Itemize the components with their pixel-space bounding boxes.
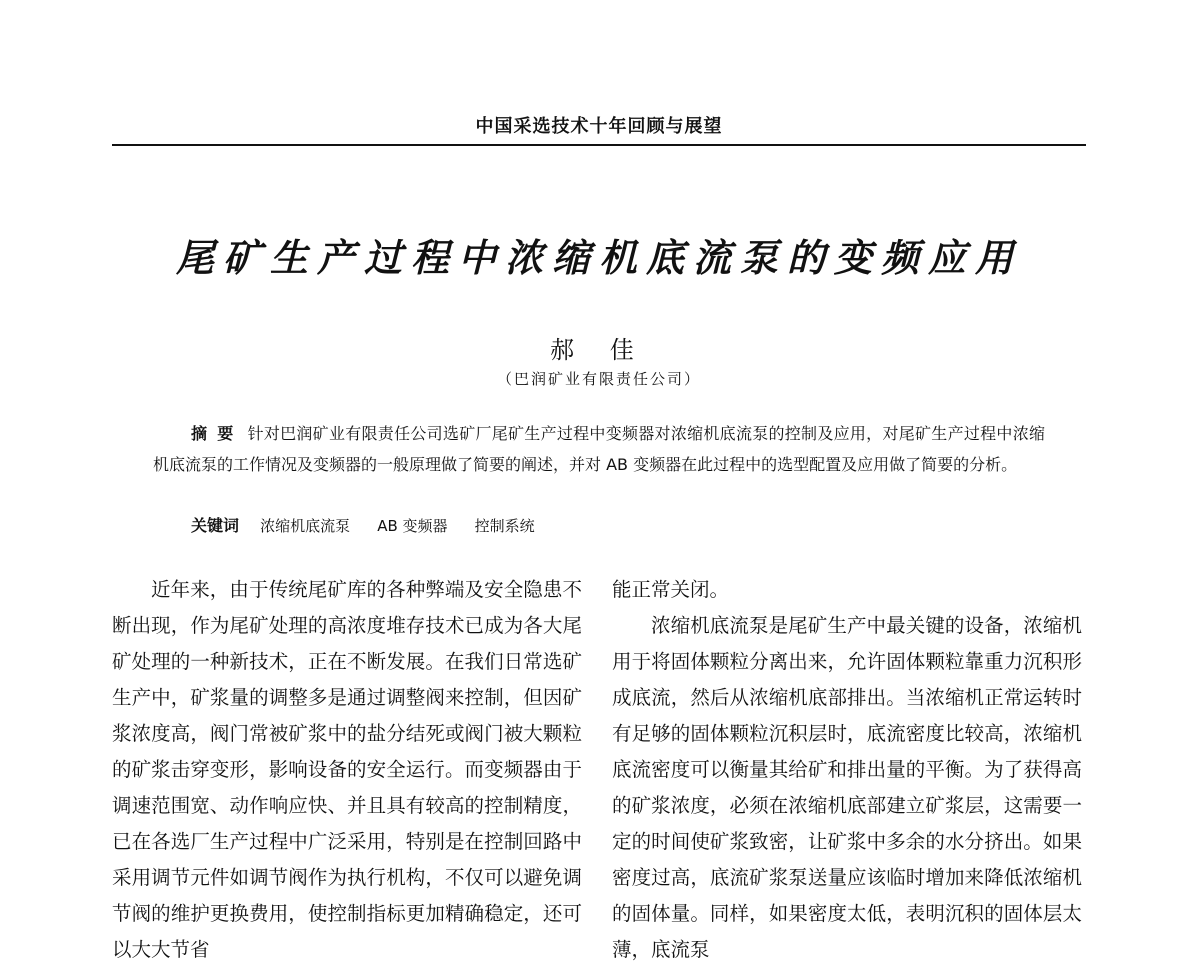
keyword-item: AB 变频器 bbox=[377, 517, 448, 535]
body-right-column bbox=[612, 572, 1082, 968]
keyword-item: 控制系统 bbox=[474, 517, 535, 535]
body-paragraph: 浓缩机底流泵是尾矿生产中最关键的设备，浓缩机用于将固体颗粒分离出来，允许固体颗粒靠重力沉积形成底流，然后从浓缩机底部排出。当浓缩机正常运转时有足够的固体颗粒沉积层时，底流密度比较高，浓缩机底流密度可以衡量其给矿和排出量的平衡。为了获得高的矿浆浓度，必须在浓缩机底部建立矿浆层，这需要一定的时间使矿浆致密，让矿浆中多余的水分挤出。如果密度过高，底流矿浆泵送量应该临时增加来降低浓缩机的固体量。同样，如果密度太低，表明沉积的固体层太薄，底流泵 bbox=[612, 614, 1082, 961]
keywords-label: 关键词 bbox=[191, 516, 240, 535]
abstract-text: 针对巴润矿业有限责任公司选矿厂尾矿生产过程中变频器对浓缩机底流泵的控制及应用，对尾矿生产过程中浓缩机底流泵的工作情况及变频器的一般原理做了简要的阐述，并对 AB 变频器在此过程中的选型配置及应用做了简要的分析。 bbox=[153, 424, 1045, 474]
keyword-item: 浓缩机底流泵 bbox=[260, 517, 351, 535]
keywords bbox=[191, 510, 1051, 542]
header-rule bbox=[112, 144, 1086, 146]
body-paragraph: 近年来，由于传统尾矿库的各种弊端及安全隐患不断出现，作为尾矿处理的高浓度堆存技术已成为各大尾矿处理的一种新技术，正在不断发展。在我们日常选矿生产中，矿浆量的调整多是通过调整阀来控制，但因矿浆浓度高，阀门常被矿浆中的盐分结死或阀门被大颗粒的矿浆击穿变形，影响设备的安全运行。而变频器由于调速范围宽、动作响应快、并且具有较高的控制精度，已在各选厂生产过程中广泛采用，特别是在控制回路中采用调节元件如调节阀作为执行机构，不仅可以避免调节阀的维护更换费用，使控制指标更加精确稳定，还可以大大节省 bbox=[112, 578, 582, 961]
body-left-column bbox=[112, 572, 582, 968]
body-paragraph-continuation: 能正常关闭。 bbox=[612, 578, 730, 601]
article-title: 尾矿生产过程中浓缩机底流泵的变频应用 bbox=[175, 235, 1022, 280]
author-affiliation: （巴润矿业有限责任公司） bbox=[496, 370, 701, 388]
abstract-label: 摘要 bbox=[191, 424, 244, 443]
abstract bbox=[153, 418, 1045, 480]
author-name: 郝 佳 bbox=[550, 336, 648, 364]
running-header: 中国采选技术十年回顾与展望 bbox=[475, 116, 723, 137]
